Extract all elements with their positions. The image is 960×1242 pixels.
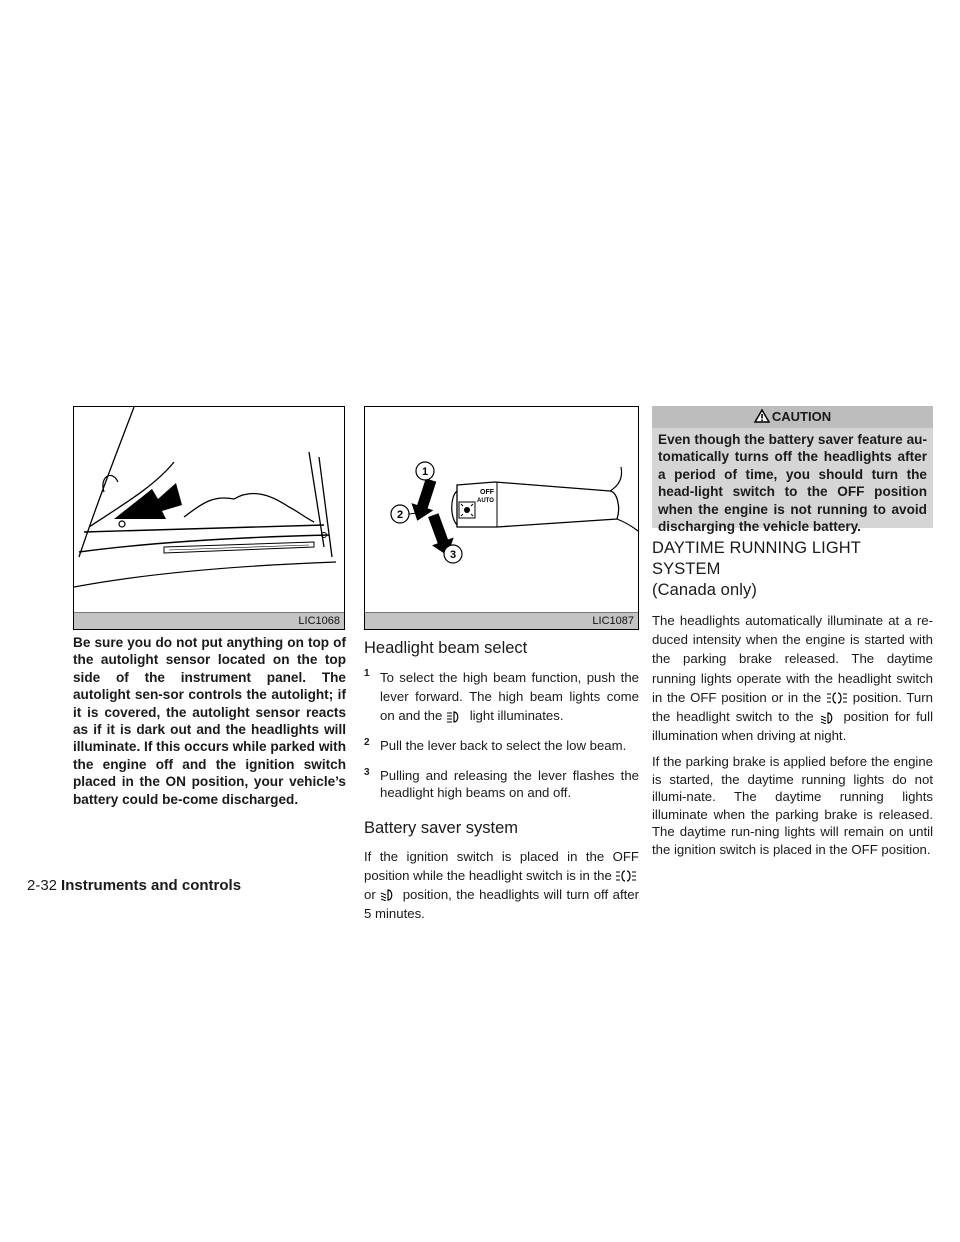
dashboard-illustration — [74, 407, 344, 613]
drl-paragraph-1: The headlights automatically illuminate at a re-duced intensity when the engine is started with the parking brake released. The daytime running lights operate with the headlight switch in the OFF position or in the position. Turn the headlight switch to the position for full illumination when driving at night. — [652, 613, 933, 744]
headlight-beam-title: Headlight beam select — [364, 639, 528, 657]
figure-caption: LIC1068 — [74, 612, 344, 629]
right-column — [652, 538, 933, 858]
caution-text: Even though the battery saver feature au-tomatically turns off the headlights after a period of time, you should turn the head-light switch to the OFF position when the engine is not running to avoid discharging the vehicle battery. — [658, 432, 927, 535]
arrow-icon — [114, 483, 182, 519]
autolight-warning: Be sure you do not put anything on top of the autolight sensor located on the top side of the instrument panel. The autolight sen-sor controls the autolight; if it is covered, the autolight sensor reacts as if it is dark out and the headlights will illuminate. If this occurs while parked with the engine off and the ignition switch placed in the ON position, your vehicle’s battery could be-come discharged. — [73, 635, 346, 807]
label-auto: AUTO — [477, 498, 494, 504]
parking-light-icon — [615, 870, 637, 882]
lever-illustration — [365, 407, 638, 613]
chapter-title: Instruments and controls — [61, 877, 242, 894]
warning-icon — [754, 409, 770, 423]
caution-header: CAUTION — [652, 406, 933, 428]
caution-box — [652, 406, 933, 535]
drl-title: DAYTIME RUNNING LIGHT SYSTEM (Canada only) — [652, 539, 861, 599]
headlight-icon — [380, 889, 398, 901]
step-3: 3 Pulling and releasing the lever flashes the headlight high beams on and off. — [364, 766, 639, 800]
page-number: 2-32 — [27, 877, 58, 894]
label-off: OFF — [480, 489, 494, 496]
step-1: 1 To select the high beam function, push the lever forward. The high beam lights come on and the light illuminates. — [364, 668, 639, 723]
callout-3: 3 — [450, 549, 457, 561]
step-2: 2 Pull the lever back to select the low beam. — [364, 737, 627, 753]
callout-2: 2 — [397, 509, 404, 521]
headlight-icon — [820, 712, 838, 724]
high-beam-icon — [446, 711, 466, 723]
page-footer — [27, 877, 241, 894]
parking-light-icon — [826, 692, 848, 704]
battery-saver-title: Battery saver system — [364, 818, 519, 837]
battery-saver-text: If the ignition switch is placed in the OFF position while the headlight switch is in the or position, the headlights will turn off after 5 minutes. — [364, 848, 639, 921]
figure-headlight-lever — [364, 406, 639, 630]
figure-caption: LIC1087 — [365, 612, 638, 629]
middle-column — [364, 638, 639, 923]
figure-autolight-sensor — [73, 406, 345, 630]
drl-paragraph-2: If the parking brake is applied before the engine is started, the daytime running lights do not illumi-nate. The daytime running lights illuminate when the parking brake is released. The daytime run-ning lights will remain on until the ignition switch is placed in the OFF position. — [652, 754, 933, 857]
callout-1: 1 — [422, 466, 429, 478]
